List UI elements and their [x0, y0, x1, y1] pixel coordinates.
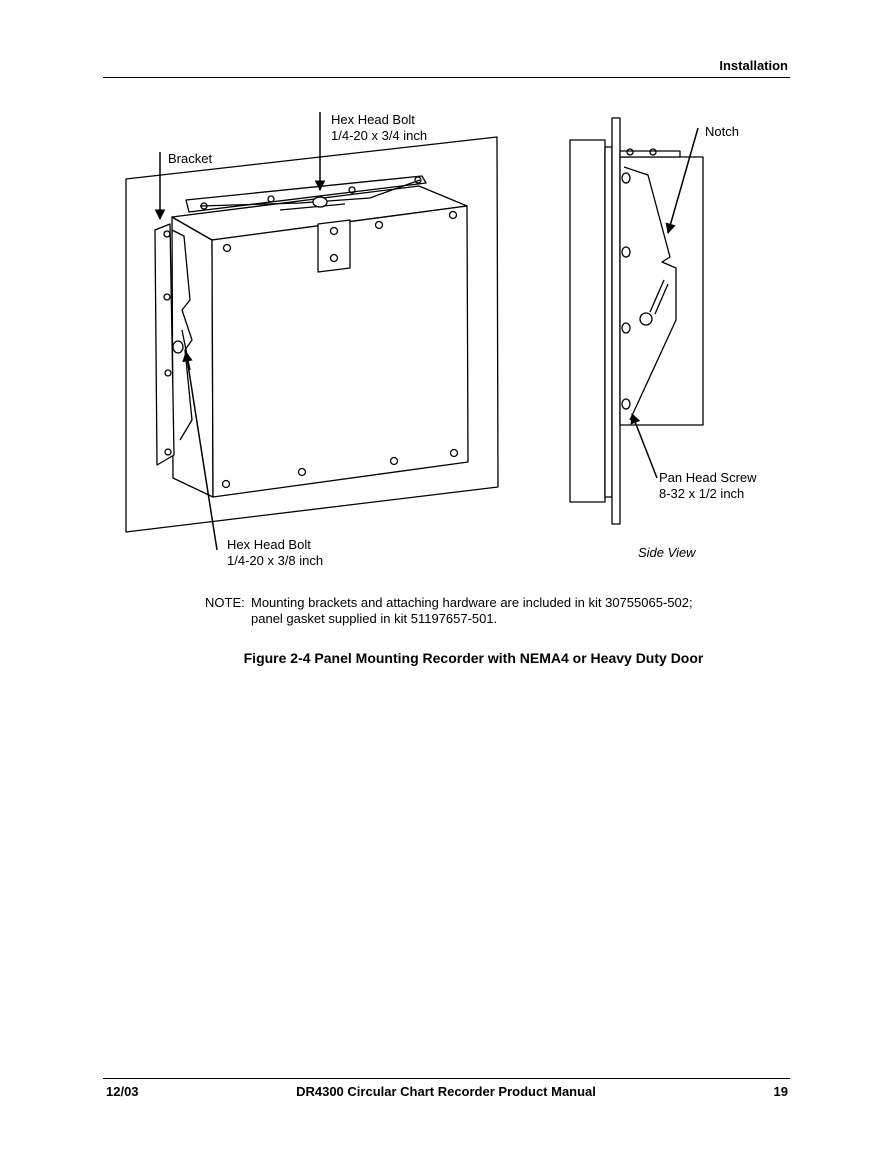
top-hex-bolt-icon [313, 197, 327, 207]
hex-bolt-bottom-name: Hex Head Bolt [227, 537, 311, 552]
side-view-label: Side View [638, 545, 696, 560]
hex-bolt-top-label [331, 112, 427, 144]
side-case [620, 157, 703, 425]
pan-head-size: 8-32 x 1/2 inch [659, 486, 745, 501]
side-bezel [570, 140, 605, 502]
hex-bolt-top-name: Hex Head Bolt [331, 112, 415, 127]
figure-note [205, 595, 693, 627]
side-panel [612, 118, 620, 524]
hex-bolt-bottom-label [227, 537, 323, 569]
bracket-label: Bracket [168, 151, 213, 166]
footer-rule [103, 1078, 790, 1079]
note-prefix: NOTE: [205, 595, 245, 610]
page-number: 19 [773, 1084, 788, 1099]
notch-label: Notch [705, 124, 739, 139]
side-hex-bolt-icon [173, 341, 183, 353]
section-title: Installation [719, 58, 788, 73]
left-bracket [155, 224, 174, 465]
note-line-1: Mounting brackets and attaching hardware are included in kit 30755065-502; [251, 595, 693, 610]
wing-bolt-icon [640, 313, 652, 325]
pan-head-name: Pan Head Screw [659, 470, 757, 485]
note-line-2: panel gasket supplied in kit 51197657-501. [251, 611, 498, 626]
footer-manual-title: DR4300 Circular Chart Recorder Product Manual [296, 1084, 596, 1099]
pan-head-label [659, 470, 757, 502]
footer-date: 12/03 [106, 1084, 139, 1099]
figure-caption: Figure 2-4 Panel Mounting Recorder with NEMA4 or Heavy Duty Door [243, 650, 704, 666]
case-left-side [172, 217, 213, 497]
front-view [126, 137, 498, 532]
hex-bolt-bottom-size: 1/4-20 x 3/8 inch [227, 553, 324, 568]
hex-bolt-top-size: 1/4-20 x 3/4 inch [331, 128, 428, 143]
